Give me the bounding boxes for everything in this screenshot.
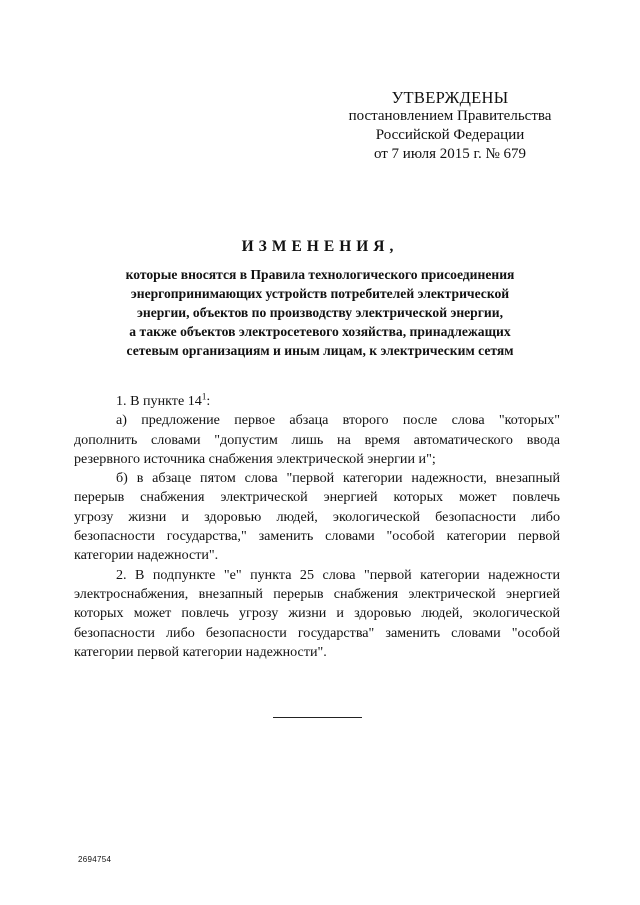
paragraph-line: угрозу жизни и здоровью людей, экологической безопасности либо bbox=[74, 508, 560, 525]
approval-line-3: от 7 июля 2015 г. № 679 bbox=[373, 146, 527, 162]
document-body bbox=[74, 392, 560, 662]
approval-heading: УТВЕРЖДЕНЫ bbox=[391, 88, 509, 107]
paragraph-line: безопасности государства," заменить словами "особой категории первой bbox=[74, 528, 560, 545]
document-subtitle bbox=[75, 265, 565, 360]
paragraph-line: категории первой категории надежности". bbox=[74, 643, 327, 660]
approval-line-2: Российской Федерации bbox=[375, 127, 525, 143]
item-1-intro-text: 1. В пункте 14 bbox=[116, 393, 202, 409]
paragraph-line: б) в абзаце пятом слова "первой категории надежности, внезапный bbox=[116, 470, 560, 487]
document-title: ИЗМЕНЕНИЯ, bbox=[241, 238, 399, 255]
document-number: 2694754 bbox=[78, 855, 112, 864]
paragraph-line: дополнить словами "допустим лишь на время автоматического ввода bbox=[74, 431, 560, 448]
approval-line-1: постановлением Правительства bbox=[348, 108, 552, 124]
paragraph-line: которых может повлечь угрозу жизни и здоровью людей, экологической bbox=[74, 605, 560, 622]
subtitle-line: энергопринимающих устройств потребителей электрической bbox=[130, 286, 510, 301]
item-1-intro bbox=[74, 392, 560, 411]
approval-stamp bbox=[330, 88, 570, 164]
item-2 bbox=[74, 566, 560, 662]
paragraph-line: электроснабжения, внезапный перерыв снабжения электрической энергией bbox=[74, 585, 560, 602]
subtitle-line: сетевым организациям и иным лицам, к электрическим сетям bbox=[126, 343, 514, 358]
subtitle-line: которые вносятся в Правила технологического присоединения bbox=[125, 267, 515, 282]
paragraph-line: 2. В подпункте "е" пункта 25 слова "первой категории надежности bbox=[116, 566, 560, 583]
paragraph-line: безопасности либо безопасности государства" заменить словами "особой bbox=[74, 624, 560, 641]
paragraph-line: а) предложение первое абзаца второго после слова "которых" bbox=[116, 412, 560, 429]
closing-divider bbox=[273, 717, 362, 718]
paragraph-line: резервного источника снабжения электрической энергии и"; bbox=[74, 450, 436, 467]
subtitle-line: энергии, объектов по производству электрической энергии, bbox=[137, 305, 503, 320]
paragraph-line: категории надежности". bbox=[74, 547, 219, 564]
paragraph-line: перерыв снабжения электрической энергией которых может повлечь bbox=[74, 489, 560, 506]
item-1-intro-end: : bbox=[206, 393, 211, 409]
subtitle-line: а также объектов электросетевого хозяйства, принадлежащих bbox=[129, 324, 511, 339]
item-1-intro-sup: 1 bbox=[201, 391, 207, 402]
item-1-subitem-b bbox=[74, 469, 560, 565]
item-1-subitem-a bbox=[74, 411, 560, 469]
